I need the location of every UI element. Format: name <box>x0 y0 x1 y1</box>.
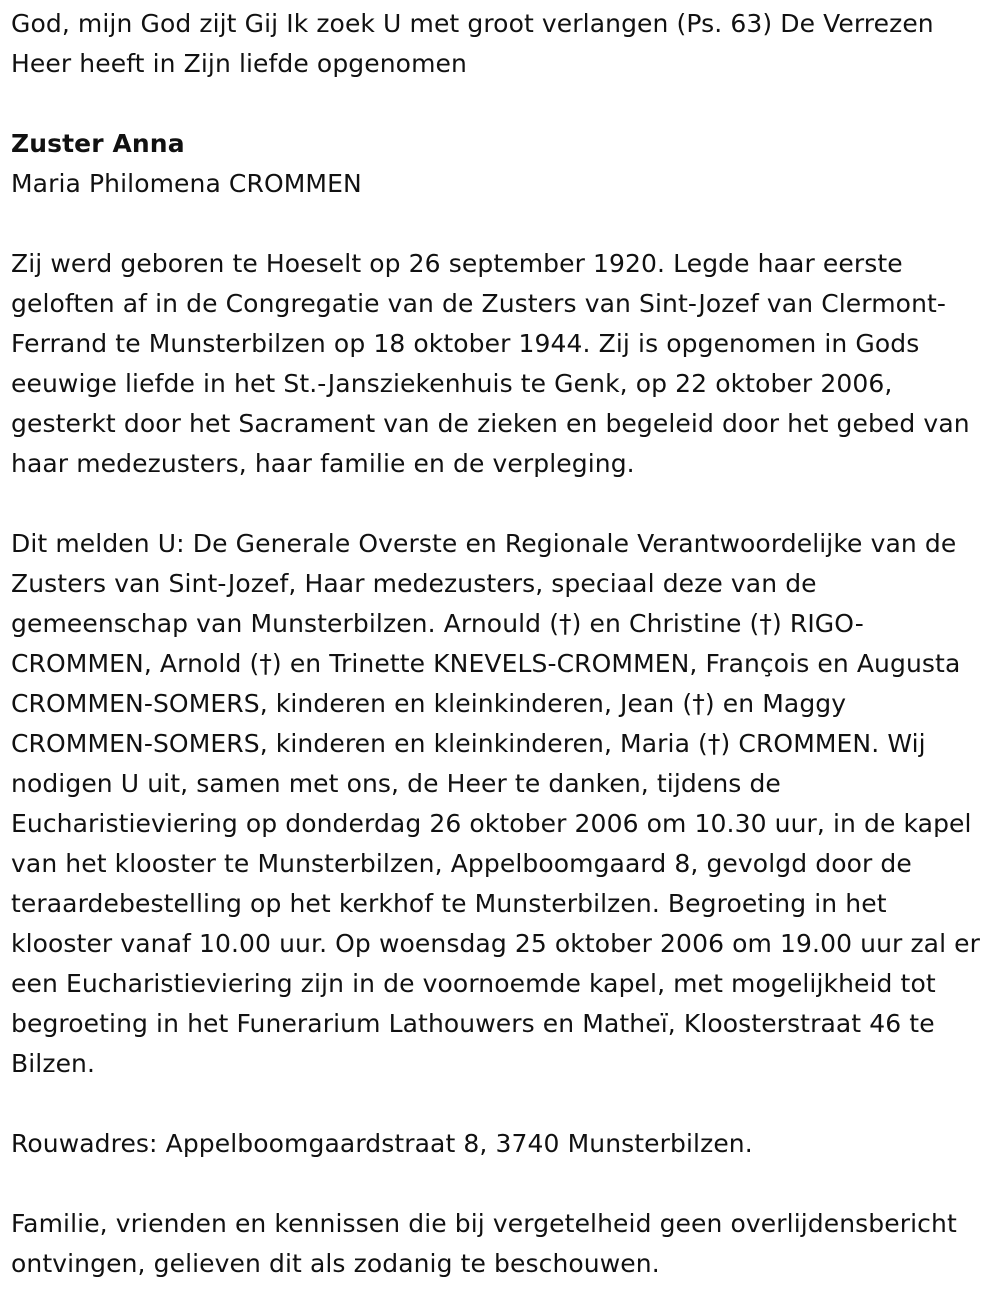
intro-text: God, mijn God zijt Gij Ik zoek U met groot verlangen (Ps. 63) De Verrezen Heer heeft in Zijn liefde opgenomen <box>11 9 934 78</box>
name-heading: Zuster Anna <box>11 129 185 158</box>
spacer <box>11 204 988 244</box>
spacer <box>11 1164 988 1204</box>
spacer <box>11 84 988 124</box>
spacer <box>11 484 988 524</box>
announcement-paragraph: Dit melden U: De Generale Overste en Regionale Verantwoordelijke van de Zusters van Sint-Jozef, Haar medezusters, speciaal deze van de gemeenschap van Munsterbilzen. Arnould (†) en Christine (†) RIGO-CROMMEN, Arnold (†) en Trinette KNEVELS-CROMMEN, François en Augusta CROMMEN-SOMERS, kinderen en kleinkinderen, Jean (†) en Maggy CROMMEN-SOMERS, kinderen en kleinkinderen, Maria (†) CROMMEN. Wij nodigen U uit, samen met ons, de Heer te danken, tijdens de Eucharistieviering op donderdag 26 oktober 2006 om 10.30 uur, in de kapel van het klooster te Munsterbilzen, Appelboomgaard 8, gevolgd door de teraardebestelling op het kerkhof te Munsterbilzen. Begroeting in het klooster vanaf 10.00 uur. Op woensdag 25 oktober 2006 om 19.00 uur zal er een Eucharistieviering zijn in de voornoemde kapel, met mogelijkheid tot begroeting in het Funerarium Lathouwers en Matheï, Kloosterstraat 46 te Bilzen. <box>11 529 981 1078</box>
spacer <box>11 1084 988 1124</box>
closing-note: Familie, vrienden en kennissen die bij vergetelheid geen overlijdensbericht ontvingen, gelieven dit als zodanig te beschouwen. <box>11 1209 957 1278</box>
full-name: Maria Philomena CROMMEN <box>11 169 362 198</box>
biography-paragraph: Zij werd geboren te Hoeselt op 26 september 1920. Legde haar eerste geloften af in de Congregatie van de Zusters van Sint-Jozef van Clermont-Ferrand te Munsterbilzen op 18 oktober 1944. Zij is opgenomen in Gods eeuwige liefde in het St.-Jansziekenhuis te Genk, op 22 oktober 2006, gesterkt door het Sacrament van de zieken en begeleid door het gebed van haar medezusters, haar familie en de verpleging. <box>11 249 970 478</box>
mourning-address: Rouwadres: Appelboomgaardstraat 8, 3740 Munsterbilzen. <box>11 1129 753 1158</box>
